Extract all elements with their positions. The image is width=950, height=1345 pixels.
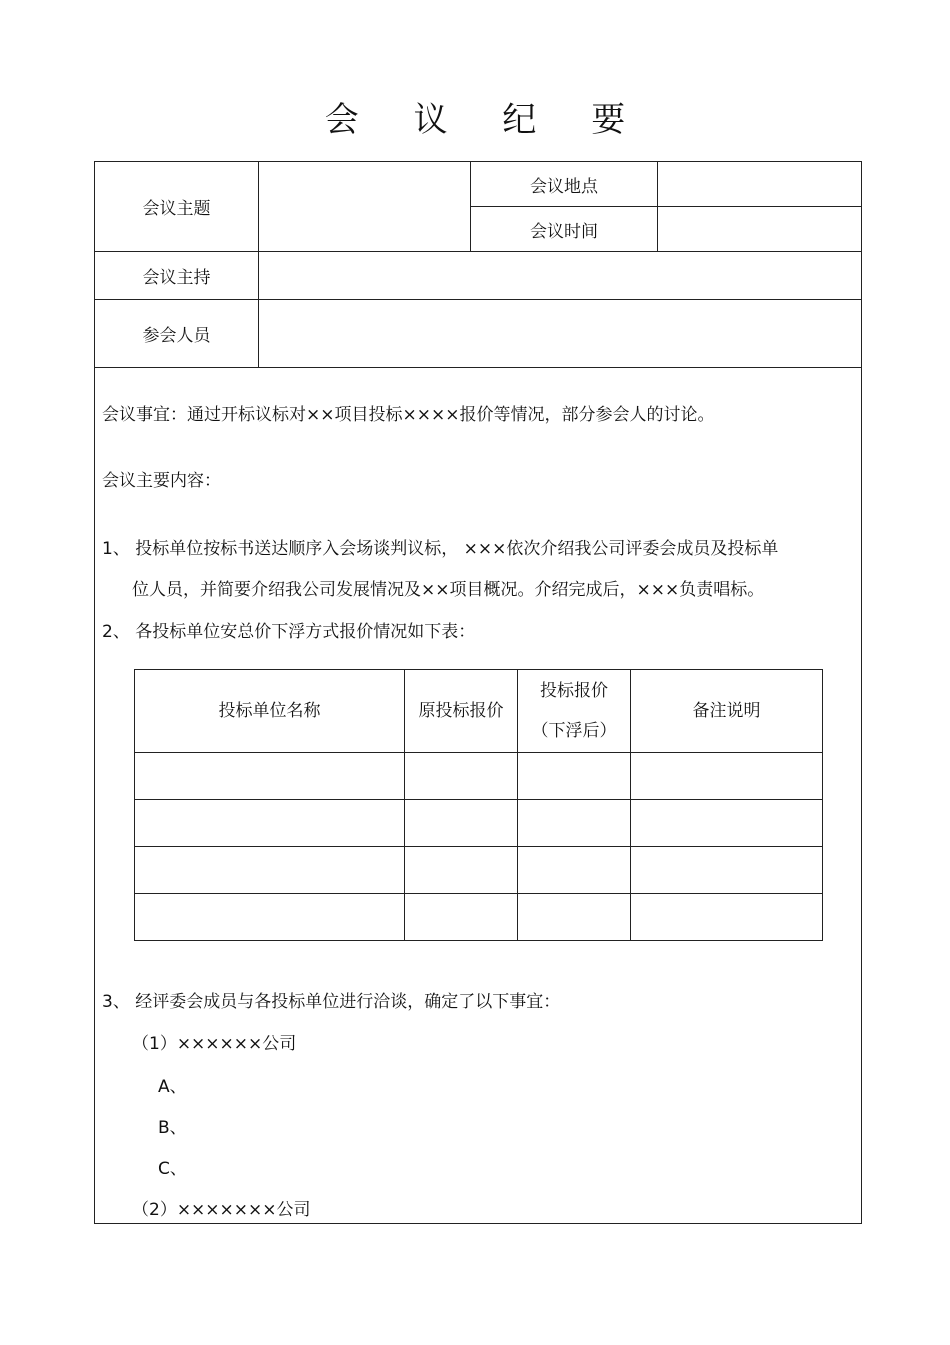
table-cell[interactable] — [518, 753, 631, 800]
table-cell[interactable] — [135, 847, 405, 894]
topic-field[interactable] — [259, 162, 470, 251]
meeting-matter: 会议事宜：通过开标议标对××项目投标××××报价等情况，部分参会人的讨论。 — [102, 405, 715, 425]
header-bid-after-discount — [518, 670, 631, 753]
table-cell[interactable] — [631, 800, 823, 847]
sub-item-2: （2）×××××××公司 — [132, 1200, 311, 1220]
location-field[interactable] — [658, 162, 862, 206]
header-original-bid: 原投标报价 — [405, 670, 518, 753]
bid-table — [134, 669, 823, 941]
time-field[interactable] — [658, 207, 862, 251]
sub-item-1-b: B、 — [158, 1118, 187, 1138]
header-bid-line-2: （下浮后） — [531, 721, 617, 741]
sub-item-1-a: A、 — [158, 1077, 187, 1097]
table-cell[interactable] — [518, 894, 631, 941]
header-bid-line-1: 投标报价 — [540, 681, 608, 701]
item-1-line-1: 1、 投标单位按标书送达顺序入会场谈判议标， ×××依次介绍我公司评委会成员及投标单 — [102, 539, 779, 559]
host-field[interactable] — [259, 252, 862, 299]
time-label: 会议时间 — [530, 221, 598, 242]
table-cell[interactable] — [405, 847, 518, 894]
table-cell[interactable] — [135, 894, 405, 941]
table-cell[interactable] — [631, 753, 823, 800]
table-cell[interactable] — [405, 894, 518, 941]
location-label: 会议地点 — [530, 176, 598, 197]
sub-item-1-c: C、 — [158, 1159, 187, 1179]
main-content-heading: 会议主要内容： — [102, 471, 221, 491]
table-cell[interactable] — [518, 847, 631, 894]
attendees-field[interactable] — [259, 300, 862, 367]
page-title: 会 议 纪 要 — [324, 100, 648, 140]
table-cell[interactable] — [631, 894, 823, 941]
table-cell[interactable] — [405, 753, 518, 800]
host-label: 会议主持 — [142, 268, 211, 288]
table-row — [135, 847, 823, 894]
grid-line — [95, 367, 862, 368]
header-remarks: 备注说明 — [631, 670, 823, 753]
table-cell[interactable] — [135, 753, 405, 800]
table-cell[interactable] — [518, 800, 631, 847]
item-1-line-2: 位人员，并简要介绍我公司发展情况及××项目概况。介绍完成后，×××负责唱标。 — [132, 580, 765, 600]
topic-label: 会议主题 — [142, 199, 211, 219]
item-3: 3、 经评委会成员与各投标单位进行洽谈，确定了以下事宜： — [102, 992, 561, 1012]
table-cell[interactable] — [135, 800, 405, 847]
header-bidder-name: 投标单位名称 — [135, 670, 405, 753]
table-cell[interactable] — [631, 847, 823, 894]
sub-item-1: （1）××××××公司 — [132, 1034, 297, 1054]
table-cell[interactable] — [405, 800, 518, 847]
item-2: 2、 各投标单位安总价下浮方式报价情况如下表： — [102, 622, 476, 642]
table-row — [135, 894, 823, 941]
table-row — [135, 753, 823, 800]
attendees-label: 参会人员 — [142, 326, 211, 346]
table-row — [135, 800, 823, 847]
